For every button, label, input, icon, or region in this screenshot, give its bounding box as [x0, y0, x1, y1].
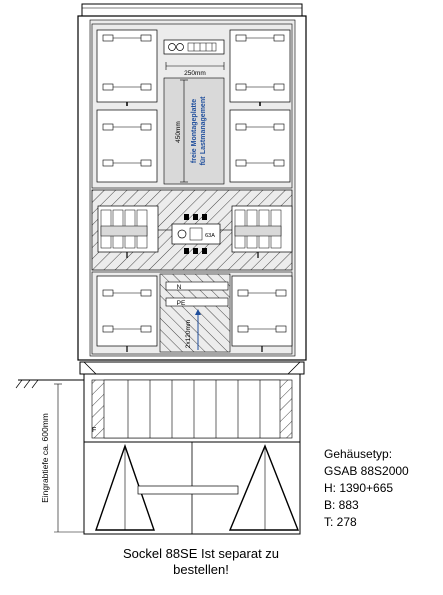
- meter-block-bottom-right: [232, 276, 292, 352]
- dimension-depth-label: Eingrabtiefe ca. 600mm: [40, 413, 50, 503]
- housing-specs: [324, 446, 409, 531]
- specs-depth: T: 278: [324, 515, 357, 529]
- ground-line: [16, 380, 84, 388]
- busbar-field: [160, 274, 230, 352]
- meter-block-top-right: [230, 30, 290, 106]
- dimension-250-label: 250mm: [184, 70, 206, 77]
- meter-block-mid-left: [97, 110, 157, 182]
- meter-block-mid-right: [230, 110, 290, 182]
- switch-field: [92, 190, 292, 270]
- specs-title: Gehäusetyp:: [324, 447, 393, 461]
- meter-block-top-left: [97, 30, 157, 106]
- specs-width: B: 883: [324, 498, 359, 512]
- mounting-plate: [164, 78, 224, 184]
- specs-model: GSAB 88S2000: [324, 464, 409, 478]
- terminal-strip-top: [164, 40, 224, 54]
- dimension-120-label: 2x120mm: [185, 319, 192, 349]
- dimension-450-label: 450mm: [175, 121, 182, 143]
- svg-text:F: F: [92, 427, 97, 434]
- busbar-pe-label: PE: [176, 300, 186, 307]
- main-switch-label: 63A: [205, 233, 215, 239]
- plinth-order-note: Sockel 88SE Ist separat zu bestellen!: [122, 546, 280, 577]
- mounting-plate-line1: freie Montageplatte: [191, 98, 198, 164]
- busbar-n-label: N: [176, 284, 182, 291]
- mounting-plate-line2: für Lastmanagement: [200, 96, 207, 166]
- meter-block-bottom-left: [97, 276, 157, 352]
- dimension-depth: [40, 384, 84, 532]
- specs-height: H: 1390+665: [324, 481, 394, 495]
- plinth: [80, 362, 304, 534]
